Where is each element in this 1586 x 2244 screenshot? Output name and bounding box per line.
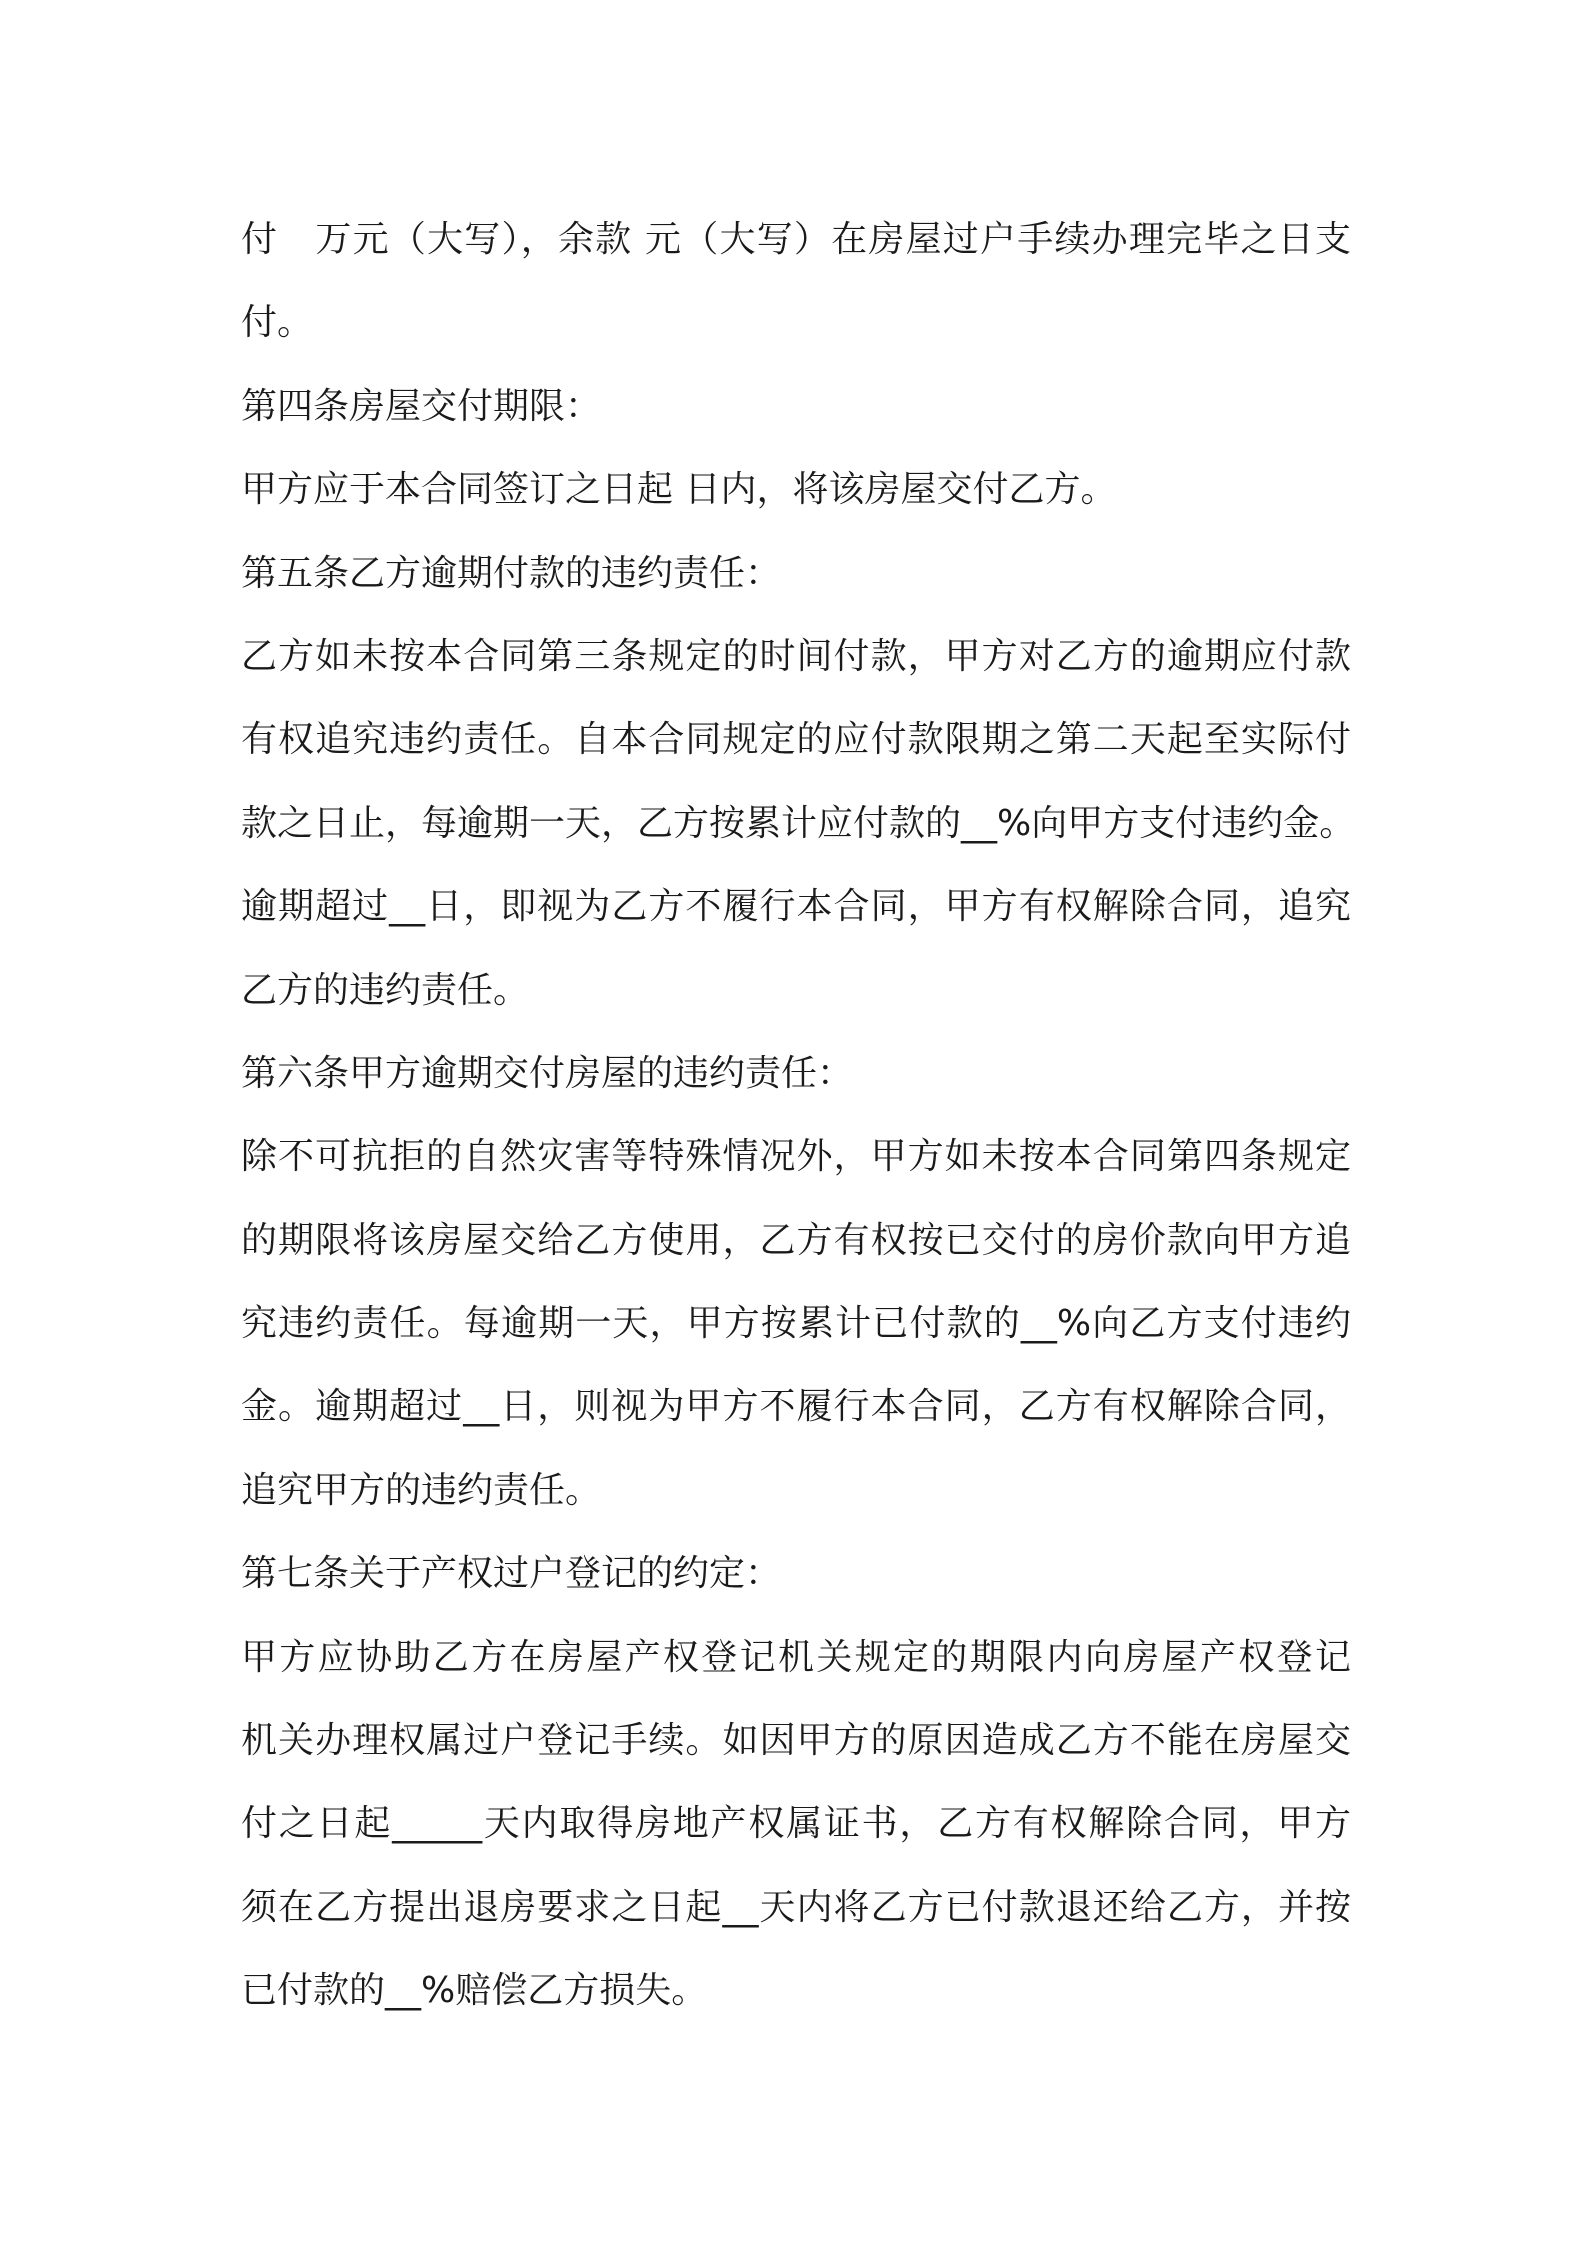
document-body [241,198,1356,2033]
text-line: 甲方应协助乙方在房屋产权登记机关规定的期限内向房屋产权登记 [241,1636,1351,1678]
text-line: 逾期超过__日，即视为乙方不履行本合同，甲方有权解除合同，追究 [241,886,1351,928]
text-line: 付之日起_____天内取得房地产权属证书，乙方有权解除合同，甲方 [241,1803,1351,1845]
text-line: 乙方的违约责任。 [241,969,530,1011]
text-line: 究违约责任。每逾期一天，甲方按累计已付款的__%向乙方支付违约 [241,1303,1351,1345]
text-line: 须在乙方提出退房要求之日起__天内将乙方已付款退还给乙方，并按 [241,1886,1351,1928]
text-line: 乙方如未按本合同第三条规定的时间付款，甲方对乙方的逾期应付款 [241,635,1351,677]
text-line: 机关办理权属过户登记手续。如因甲方的原因造成乙方不能在房屋交 [241,1720,1351,1762]
text-line: 追究甲方的违约责任。 [241,1469,602,1511]
text-line: 已付款的__%赔偿乙方损失。 [241,1970,708,2012]
text-line: 付。 [241,302,314,344]
text-line: 付 万元（大写），余款 元（大写）在房屋过户手续办理完毕之日支 [241,219,1351,260]
text-line: 有权追究违约责任。自本合同规定的应付款限期之第二天起至实际付 [241,719,1351,761]
article-heading-7: 第七条关于产权过户登记的约定： [241,1553,782,1595]
text-line: 款之日止，每逾期一天，乙方按累计应付款的__%向甲方支付违约金。 [241,802,1356,844]
text-line: 的期限将该房屋交给乙方使用，乙方有权按已交付的房价款向甲方追 [241,1219,1351,1261]
article-heading-6: 第六条甲方逾期交付房屋的违约责任： [241,1052,854,1094]
text-line: 甲方应于本合同签订之日起 日内，将该房屋交付乙方。 [241,469,1117,511]
text-line: 金。逾期超过__日，则视为甲方不履行本合同，乙方有权解除合同， [241,1386,1351,1428]
text-line: 除不可抗拒的自然灾害等特殊情况外，甲方如未按本合同第四条规定 [241,1136,1351,1178]
article-heading-5: 第五条乙方逾期付款的违约责任： [241,552,782,594]
article-heading-4: 第四条房屋交付期限： [241,385,602,427]
